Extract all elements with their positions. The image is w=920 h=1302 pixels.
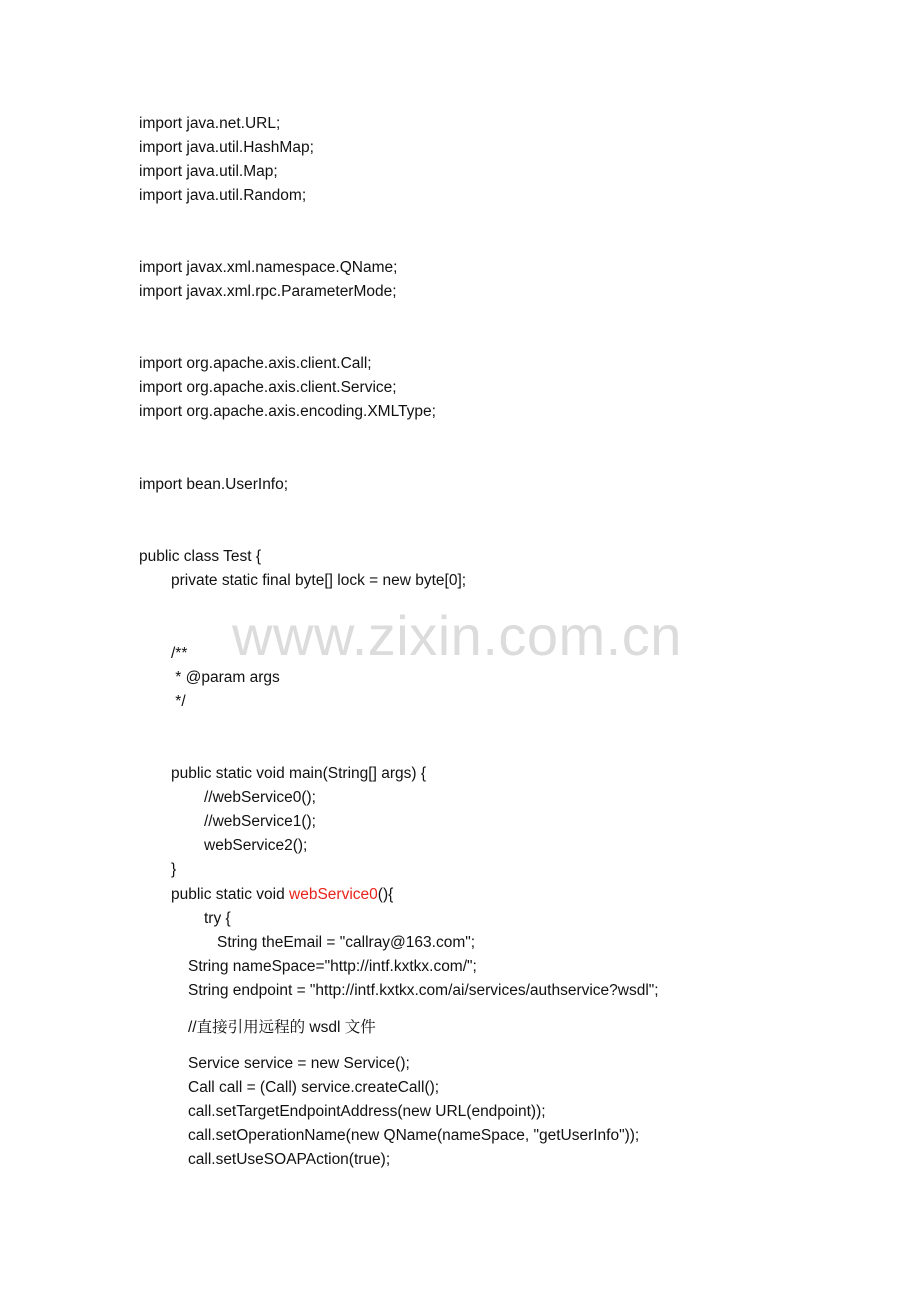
wsdl-comment-line: //直接引用远程的 wsdl 文件	[188, 1019, 376, 1036]
main-method-close-line: }	[171, 861, 177, 878]
import-random-line: import java.util.Random;	[139, 187, 307, 204]
commented-webservice1-call-line: //webService1();	[204, 813, 316, 830]
import-xmltype-line: import org.apache.axis.encoding.XMLType;	[139, 403, 436, 420]
import-url-line: import java.net.URL;	[139, 115, 281, 132]
new-service-line: Service service = new Service();	[188, 1055, 410, 1072]
webservice0-declaration-line	[171, 885, 393, 905]
import-call-line: import org.apache.axis.client.Call;	[139, 355, 372, 372]
class-declaration-line: public class Test {	[139, 548, 262, 565]
main-method-declaration-line: public static void main(String[] args) {	[171, 765, 426, 782]
webservice0-declaration-suffix: (){	[377, 886, 394, 903]
create-call-line: Call call = (Call) service.createCall();	[188, 1079, 440, 1096]
set-operation-name-line: call.setOperationName(new QName(nameSpace, "getUserInfo"));	[188, 1127, 640, 1144]
doc-comment-param-line: * @param args	[171, 669, 280, 686]
commented-webservice0-call-line: //webService0();	[204, 789, 316, 806]
webservice2-call-line: webService2();	[204, 837, 308, 854]
import-hashmap-line: import java.util.HashMap;	[139, 139, 314, 156]
import-userinfo-line: import bean.UserInfo;	[139, 476, 289, 493]
set-target-endpoint-line: call.setTargetEndpointAddress(new URL(endpoint));	[188, 1103, 546, 1120]
endpoint-line: String endpoint = "http://intf.kxtkx.com/ai/services/authservice?wsdl";	[188, 982, 659, 999]
webservice0-method-name: webService0	[289, 886, 378, 903]
import-service-line: import org.apache.axis.client.Service;	[139, 379, 397, 396]
webservice0-declaration-prefix: public static void	[171, 886, 290, 903]
import-qname-line: import javax.xml.namespace.QName;	[139, 259, 398, 276]
try-open-line: try {	[204, 910, 231, 927]
import-parametermode-line: import javax.xml.rpc.ParameterMode;	[139, 283, 397, 300]
watermark: www.zixin.com.cn	[232, 604, 682, 667]
import-map-line: import java.util.Map;	[139, 163, 278, 180]
doc-comment-open-line: /**	[171, 645, 188, 662]
the-email-line: String theEmail = "callray@163.com";	[217, 934, 476, 951]
doc-comment-close-line: */	[171, 693, 186, 710]
lock-field-line: private static final byte[] lock = new byte[0];	[171, 572, 467, 589]
namespace-line: String nameSpace="http://intf.kxtkx.com/";	[188, 958, 477, 975]
set-use-soap-action-line: call.setUseSOAPAction(true);	[188, 1151, 391, 1168]
